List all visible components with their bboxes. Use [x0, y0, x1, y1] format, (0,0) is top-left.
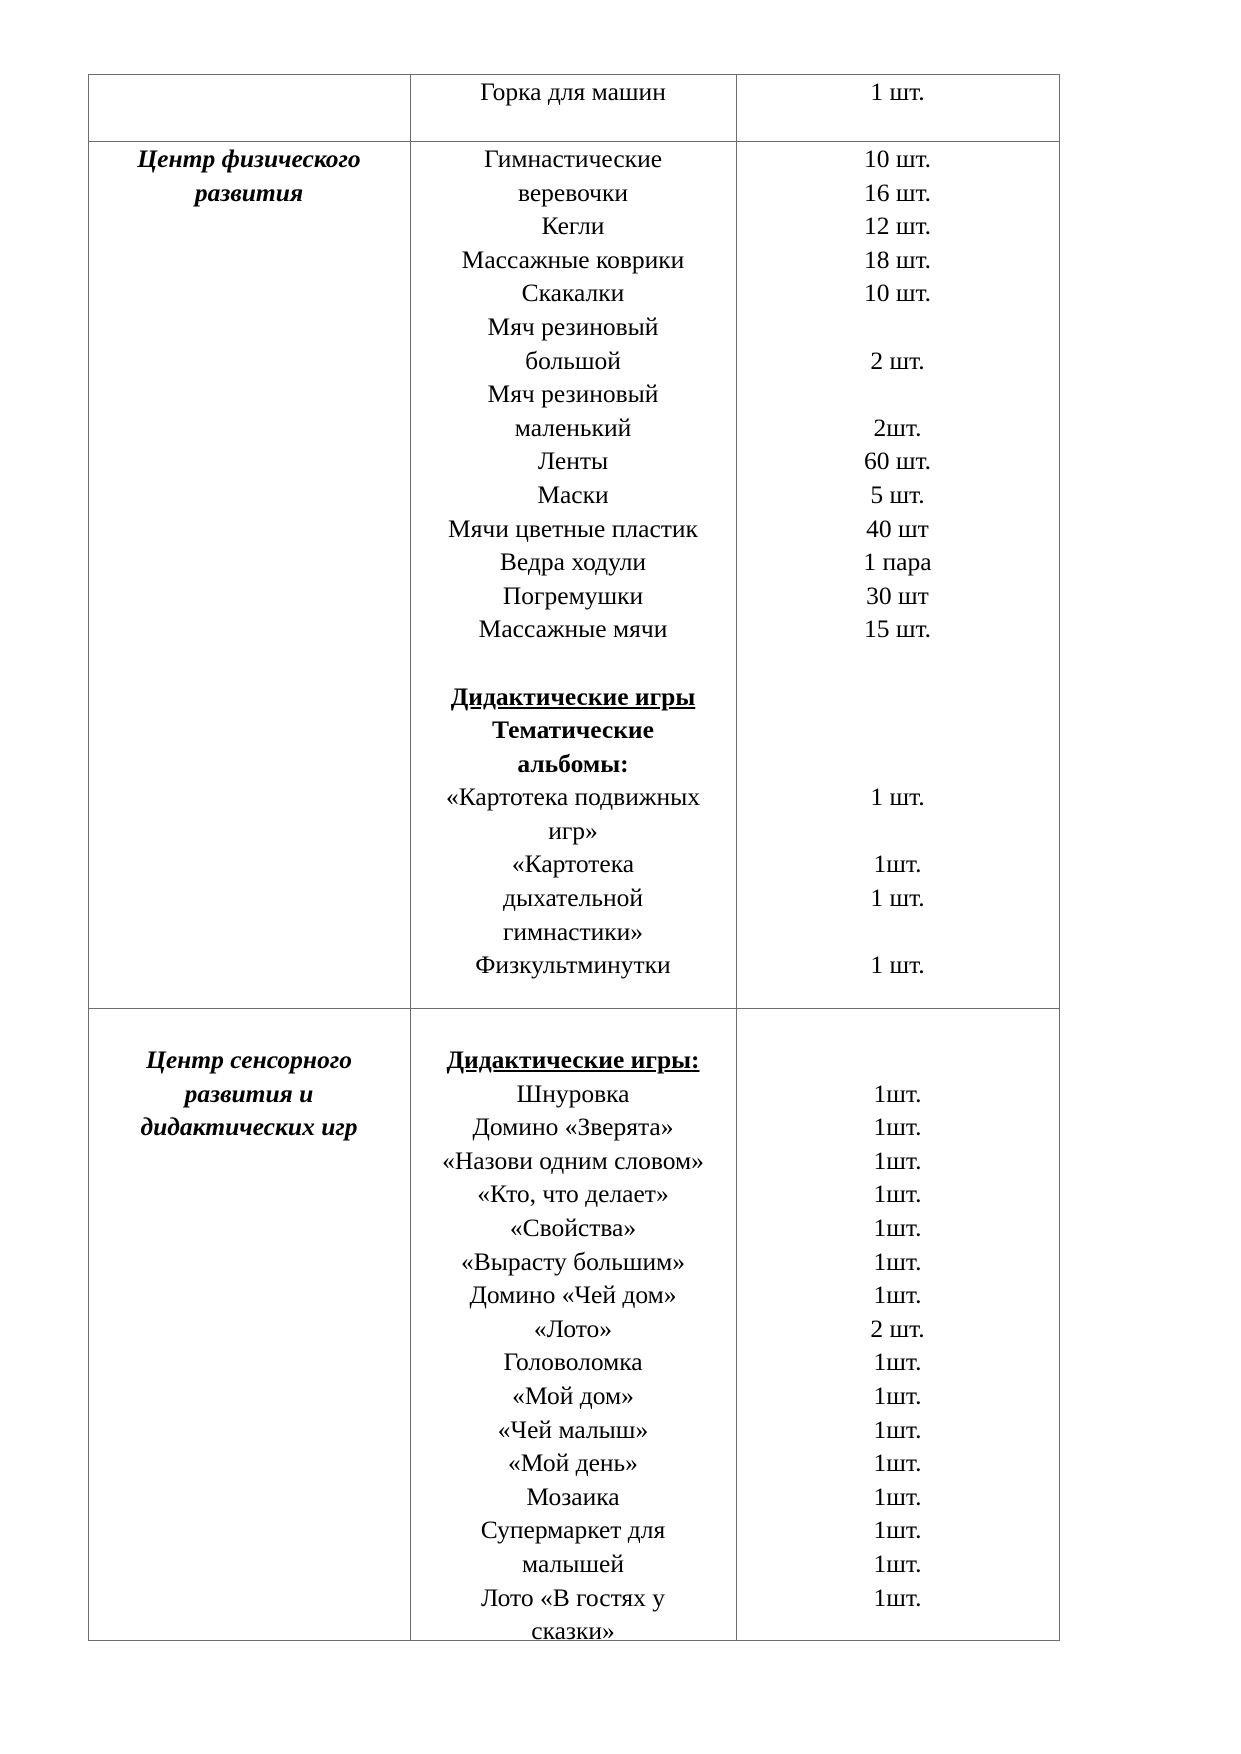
item-name: малышей — [522, 1548, 624, 1578]
item-quantity — [736, 310, 1059, 344]
item-quantity: 1шт. — [873, 1448, 922, 1478]
item-quantity — [736, 1043, 1059, 1077]
item-name: «Мой дом» — [512, 1380, 634, 1410]
item-name: игр» — [548, 815, 598, 845]
item-quantity: 1 шт. — [870, 950, 925, 980]
item-name: гимнастики» — [502, 916, 644, 946]
item-quantity: 1шт. — [873, 1280, 922, 1310]
item-quantity — [736, 713, 1059, 747]
center-name-line: дидактических игр — [140, 1112, 358, 1142]
item-quantity: 1шт. — [873, 849, 922, 879]
item-quantity: 15 шт. — [863, 614, 932, 644]
item-name: веревочки — [517, 177, 629, 207]
item-quantity: 1 шт. — [870, 782, 925, 812]
center-name-line: Центр физического — [137, 144, 361, 173]
item-name: Гимнастические — [483, 144, 663, 173]
item-name: Шнуровка — [516, 1078, 630, 1108]
item-quantity: 30 шт — [866, 580, 929, 610]
item-name: «Свойства» — [509, 1212, 637, 1242]
row-2-quantities — [736, 142, 1059, 982]
item-name: большой — [525, 345, 621, 375]
item-name: Супермаркет для — [480, 1515, 666, 1545]
item-name: Горка для машин — [480, 77, 666, 106]
item-quantity: 1шт. — [873, 1246, 922, 1276]
item-quantity: 1 пара — [863, 547, 932, 577]
item-name: Кегли — [541, 211, 605, 241]
row-2-center-name — [88, 142, 410, 209]
item-name: «Картотека подвижных — [445, 782, 700, 812]
item-name: Скакалки — [521, 278, 625, 308]
item-quantity: 1шт. — [873, 1515, 922, 1545]
item-name: сказки» — [531, 1616, 615, 1646]
item-name — [410, 646, 736, 680]
item-name: Мозаика — [526, 1481, 620, 1511]
item-quantity: 1шт. — [873, 1347, 922, 1377]
item-quantity: 1шт. — [873, 1078, 922, 1108]
item-quantity: 1шт. — [873, 1481, 922, 1511]
item-name: Мяч резиновый — [487, 311, 659, 341]
item-quantity — [736, 680, 1059, 714]
row-1-quantities — [736, 75, 1059, 109]
item-quantity: 1шт. — [873, 1112, 922, 1142]
item-quantity: 10 шт. — [863, 278, 932, 308]
item-quantity — [736, 814, 1059, 848]
row-3-quantities — [736, 1043, 1059, 1614]
item-quantity — [736, 915, 1059, 949]
item-quantity: 2 шт. — [870, 1313, 925, 1343]
table-row-divider — [88, 1008, 1060, 1009]
item-quantity: 1шт. — [873, 1582, 922, 1612]
section-heading: Дидактические игры — [450, 681, 696, 711]
subsection-heading: Тематические — [492, 715, 654, 745]
item-quantity: 18 шт. — [863, 244, 932, 274]
item-name: Домино «Зверята» — [472, 1112, 674, 1142]
item-name: «Назови одним словом» — [442, 1145, 704, 1175]
item-name: «Кто, что делает» — [477, 1179, 669, 1209]
item-name: «Мой день» — [508, 1448, 638, 1478]
item-quantity: 1шт. — [873, 1548, 922, 1578]
item-name: Лото «В гостях у — [480, 1582, 666, 1612]
table-border-right — [1059, 74, 1060, 1641]
center-name-line: развития — [194, 177, 304, 207]
item-name: Погремушки — [502, 580, 644, 610]
center-name-line: развития и — [184, 1078, 314, 1108]
item-quantity: 1шт. — [873, 1212, 922, 1242]
item-quantity: 1шт. — [873, 1414, 922, 1444]
subsection-heading: альбомы: — [517, 748, 629, 778]
item-quantity: 1 шт. — [870, 77, 925, 106]
item-name: «Лото» — [533, 1313, 613, 1343]
item-quantity: 12 шт. — [863, 211, 932, 241]
item-quantity: 1 шт. — [870, 883, 925, 913]
item-quantity: 1шт. — [873, 1179, 922, 1209]
row-1-items — [410, 75, 736, 109]
item-name: Мячи цветные пластик — [448, 513, 698, 543]
row-2-items — [410, 142, 736, 982]
item-name: маленький — [514, 412, 632, 442]
item-name: Головоломка — [503, 1347, 643, 1377]
item-quantity: 1шт. — [873, 1380, 922, 1410]
item-name: Массажные коврики — [461, 244, 685, 274]
item-name: «Вырасту большим» — [460, 1246, 686, 1276]
item-name: Ведра ходули — [499, 547, 647, 577]
item-quantity: 10 шт. — [863, 144, 932, 173]
row-3-center-name — [88, 1043, 410, 1144]
item-name: Маски — [537, 479, 609, 509]
item-quantity — [736, 646, 1059, 680]
item-name: Мяч резиновый — [487, 379, 659, 409]
section-heading: Дидактические игры: — [446, 1045, 700, 1074]
item-quantity: 1шт. — [873, 1145, 922, 1175]
center-name-line: Центр сенсорного — [146, 1045, 352, 1074]
item-name: Физкультминутки — [475, 950, 671, 980]
item-name: «Картотека — [511, 849, 635, 879]
item-name: Ленты — [537, 446, 609, 476]
row-3-items — [410, 1043, 736, 1648]
item-quantity: 5 шт. — [870, 479, 925, 509]
item-quantity: 16 шт. — [863, 177, 932, 207]
item-name: «Чей малыш» — [497, 1414, 649, 1444]
item-quantity — [736, 747, 1059, 781]
item-quantity: 40 шт — [866, 513, 929, 543]
item-name: Массажные мячи — [478, 614, 668, 644]
item-name: дыхательной — [502, 883, 644, 913]
item-quantity: 60 шт. — [863, 446, 932, 476]
item-name: Домино «Чей дом» — [469, 1280, 677, 1310]
item-quantity: 2 шт. — [870, 345, 925, 375]
table-border-left — [88, 74, 89, 1641]
item-quantity: 2шт. — [873, 412, 922, 442]
item-quantity — [736, 377, 1059, 411]
